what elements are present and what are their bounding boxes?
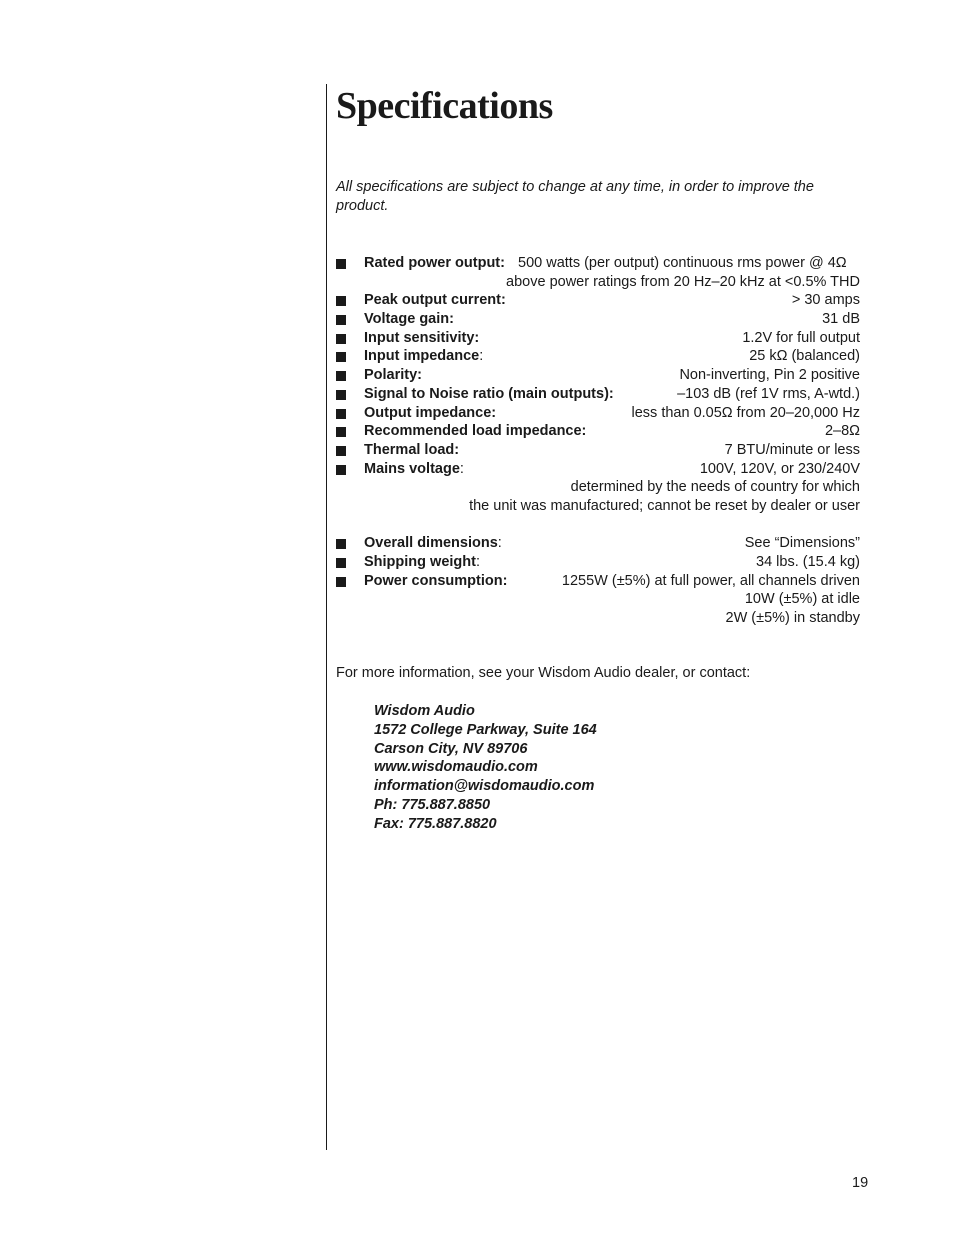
spec-value: above power ratings from 20 Hz–20 kHz at <0.5% THD: [506, 273, 860, 290]
spec-label: Power consumption:: [364, 572, 508, 589]
spec-row: [336, 478, 860, 497]
spec-row: [336, 460, 860, 479]
square-bullet-icon: [336, 465, 346, 475]
spec-label: Polarity:: [364, 367, 423, 384]
spec-value: 1255W (±5%) at full power, all channels driven: [561, 572, 860, 589]
spec-row: [336, 310, 860, 329]
spec-value: –103 dB (ref 1V rms, A-wtd.): [677, 385, 860, 402]
spec-list: [336, 254, 860, 628]
spec-row: [336, 385, 860, 404]
spec-value: 1.2V for full output: [742, 329, 860, 346]
page-title: Specifications: [336, 85, 553, 127]
square-bullet-icon: [336, 558, 346, 568]
spec-label: Input impedance:: [364, 348, 484, 365]
square-bullet-icon: [336, 390, 346, 400]
more-info-text: For more information, see your Wisdom Audio dealer, or contact:: [336, 665, 751, 681]
vertical-rule: [326, 84, 327, 1150]
spec-value: 34 lbs. (15.4 kg): [756, 554, 860, 570]
square-bullet-icon: [336, 539, 346, 549]
spec-label: Output impedance:: [364, 404, 497, 421]
spec-label: Rated power output:: [364, 255, 505, 271]
spec-row: [336, 497, 860, 516]
spec-value: 2–8Ω: [824, 423, 860, 440]
spec-row: [336, 441, 860, 460]
spec-row: [336, 422, 860, 441]
spec-label: Peak output current:: [364, 292, 506, 309]
spec-label: Overall dimensions:: [364, 535, 502, 552]
square-bullet-icon: [336, 577, 346, 587]
spec-value: Non-inverting, Pin 2 positive: [679, 367, 860, 384]
spec-value: the unit was manufactured; cannot be reset by dealer or user: [469, 497, 860, 514]
spec-label-colon: :: [459, 460, 464, 477]
spec-row: [336, 404, 860, 423]
contact-phone: Ph: 775.887.8850: [374, 796, 491, 813]
spec-label-colon: :: [479, 348, 484, 365]
spec-label: Input sensitivity:: [364, 329, 480, 346]
contact-company: Wisdom Audio: [374, 703, 475, 719]
spec-value: 100V, 120V, or 230/240V: [699, 460, 860, 477]
spec-value: 7 BTU/minute or less: [724, 441, 860, 458]
spec-row: [336, 590, 860, 609]
spec-row: [336, 609, 860, 628]
spec-row: [336, 291, 860, 310]
intro-note: All specifications are subject to change at any time, in order to improve the product.: [336, 179, 814, 214]
spec-label-colon: :: [475, 554, 480, 570]
spec-gap: [336, 516, 860, 535]
spec-label: Signal to Noise ratio (main outputs):: [364, 385, 614, 402]
contact-street: 1572 College Parkway, Suite 164: [374, 721, 597, 738]
spec-value: 500 watts (per output) continuous rms power @ 4Ω: [518, 255, 847, 271]
contact-fax: Fax: 775.887.8820: [374, 815, 497, 832]
spec-label: Shipping weight:: [364, 554, 480, 570]
contact-email[interactable]: information@wisdomaudio.com: [374, 778, 595, 795]
square-bullet-icon: [336, 334, 346, 344]
spec-label: Thermal load:: [364, 441, 460, 458]
spec-value: > 30 amps: [791, 292, 860, 309]
spec-label: Recommended load impedance:: [364, 423, 587, 440]
square-bullet-icon: [336, 315, 346, 325]
spec-value: less than 0.05Ω from 20–20,000 Hz: [631, 404, 860, 421]
spec-label: Voltage gain:: [364, 311, 454, 328]
square-bullet-icon: [336, 446, 346, 456]
spec-row: [336, 254, 860, 273]
spec-label: Mains voltage:: [364, 460, 464, 477]
spec-value: 10W (±5%) at idle: [744, 591, 860, 608]
square-bullet-icon: [336, 352, 346, 362]
spec-row: [336, 534, 860, 553]
square-bullet-icon: [336, 296, 346, 306]
spec-value: 25 kΩ (balanced): [749, 348, 860, 365]
spec-value: See “Dimensions”: [744, 535, 860, 552]
spec-value: determined by the needs of country for which: [570, 479, 860, 496]
square-bullet-icon: [336, 409, 346, 419]
page-number: 19: [852, 1175, 869, 1191]
spec-row: [336, 553, 860, 572]
spec-value: 31 dB: [822, 311, 860, 328]
spec-row: [336, 366, 860, 385]
spec-label-colon: :: [497, 535, 502, 552]
spec-row: [336, 329, 860, 348]
spec-row: [336, 273, 860, 292]
square-bullet-icon: [336, 259, 346, 269]
contact-web[interactable]: www.wisdomaudio.com: [374, 759, 538, 776]
spec-value: 2W (±5%) in standby: [725, 610, 860, 627]
square-bullet-icon: [336, 427, 346, 437]
contact-block: [374, 702, 597, 834]
spec-row: [336, 347, 860, 366]
spec-row: [336, 572, 860, 591]
square-bullet-icon: [336, 371, 346, 381]
contact-city: Carson City, NV 89706: [374, 740, 528, 757]
